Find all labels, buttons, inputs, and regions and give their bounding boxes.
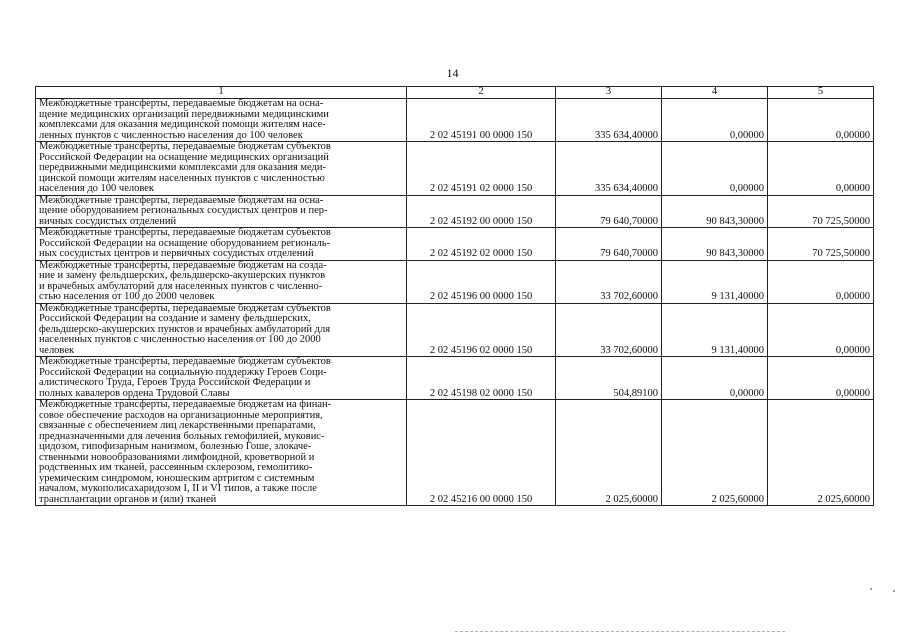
table-row <box>36 142 874 196</box>
column-header: 4 <box>662 87 768 99</box>
amount-col-5: 2 025,60000 <box>768 400 874 506</box>
table-row <box>36 99 874 142</box>
column-header: 3 <box>556 87 662 99</box>
budget-code: 2 02 45192 00 0000 150 <box>407 195 556 228</box>
row-description: Межбюджетные трансферты, передаваемые бюджетам на осна- щение оборудованием региональных сосудистых центров и пер- вичных сосудистых отделений <box>36 195 407 228</box>
row-description: Межбюджетные трансферты, передаваемые бюджетам субъектов Российской Федерации на оснащение медицинских организаций передвижными медицинскими комплексами для оказания меди- цинской помощи жителям населенных пунктов с численностью населения до 100 человек <box>36 142 407 196</box>
amount-col-5: 0,00000 <box>768 142 874 196</box>
scan-artifact-dot <box>893 590 895 592</box>
amount-col-4: 90 843,30000 <box>662 228 768 261</box>
budget-code: 2 02 45196 00 0000 150 <box>407 260 556 303</box>
amount-col-3: 2 025,60000 <box>556 400 662 506</box>
amount-col-4: 2 025,60000 <box>662 400 768 506</box>
amount-col-5: 0,00000 <box>768 357 874 400</box>
page-number: 14 <box>446 66 459 80</box>
row-description: Межбюджетные трансферты, передаваемые бюджетам на осна- щение медицинских организаций передвижными медицинскими комплексами для оказания медицинской помощи жителям насе- ленных пунктов с численностью населения до 100 человек <box>36 99 407 142</box>
table-row <box>36 228 874 261</box>
amount-col-5: 70 725,50000 <box>768 195 874 228</box>
row-description: Межбюджетные трансферты, передаваемые бюджетам на финан- совое обеспечение расходов на организационные мероприятия, связанные с обеспечением лиц лекарственными препаратами, предназначенными для лечения больных гемофилией, муковис- цидозом, гипофизарным нанизмом, болезнью Гоше, злокаче- ственными новообразованиями лимфоидной, кроветворной и родственных им тканей, рассеянным склерозом, гемолитико- уремическим синдромом, юношеским артритом с системным началом, мукополисахаридозом I, II и VI типов, а также после трансплантации органов и (или) тканей <box>36 400 407 506</box>
amount-col-3: 33 702,60000 <box>556 303 662 357</box>
table-row <box>36 303 874 357</box>
amount-col-3: 79 640,70000 <box>556 195 662 228</box>
amount-col-3: 79 640,70000 <box>556 228 662 261</box>
table-row <box>36 195 874 228</box>
budget-code: 2 02 45191 02 0000 150 <box>407 142 556 196</box>
amount-col-4: 0,00000 <box>662 357 768 400</box>
amount-col-4: 9 131,40000 <box>662 303 768 357</box>
column-header: 5 <box>768 87 874 99</box>
row-description: Межбюджетные трансферты, передаваемые бюджетам субъектов Российской Федерации на оснащение оборудованием региональ- ных сосудистых центров и первичных сосудистых отделений <box>36 228 407 261</box>
budget-code: 2 02 45196 02 0000 150 <box>407 303 556 357</box>
scan-artifact-line <box>455 631 785 634</box>
amount-col-4: 0,00000 <box>662 99 768 142</box>
amount-col-5: 0,00000 <box>768 99 874 142</box>
budget-code: 2 02 45216 00 0000 150 <box>407 400 556 506</box>
budget-table <box>35 86 874 506</box>
table-row <box>36 260 874 303</box>
column-header: 2 <box>407 87 556 99</box>
amount-col-3: 335 634,40000 <box>556 142 662 196</box>
scan-artifact-dot <box>870 588 872 590</box>
table-header-row <box>36 87 874 99</box>
amount-col-5: 0,00000 <box>768 260 874 303</box>
column-header: 1 <box>36 87 407 99</box>
amount-col-4: 0,00000 <box>662 142 768 196</box>
amount-col-5: 0,00000 <box>768 303 874 357</box>
row-description: Межбюджетные трансферты, передаваемые бюджетам на созда- ние и замену фельдшерских, фельдшерско-акушерских пунктов и врачебных амбулаторий для населенных пунктов с численно- стью населения от 100 до 2000 человек <box>36 260 407 303</box>
table-row <box>36 357 874 400</box>
amount-col-4: 90 843,30000 <box>662 195 768 228</box>
budget-code: 2 02 45191 00 0000 150 <box>407 99 556 142</box>
budget-code: 2 02 45198 02 0000 150 <box>407 357 556 400</box>
amount-col-4: 9 131,40000 <box>662 260 768 303</box>
amount-col-3: 504,89100 <box>556 357 662 400</box>
amount-col-5: 70 725,50000 <box>768 228 874 261</box>
row-description: Межбюджетные трансферты, передаваемые бюджетам субъектов Российской Федерации на социальную поддержку Героев Соци- алистического Труда, Героев Труда Российской Федерации и полных кавалеров ордена Трудовой Славы <box>36 357 407 400</box>
table-row <box>36 400 874 506</box>
amount-col-3: 33 702,60000 <box>556 260 662 303</box>
budget-code: 2 02 45192 02 0000 150 <box>407 228 556 261</box>
row-description: Межбюджетные трансферты, передаваемые бюджетам субъектов Российской Федерации на создание и замену фельдшерских, фельдшерско-акушерских пунктов и врачебных амбулаторий для населенных пунктов с численностью населения от 100 до 2000 человек <box>36 303 407 357</box>
amount-col-3: 335 634,40000 <box>556 99 662 142</box>
